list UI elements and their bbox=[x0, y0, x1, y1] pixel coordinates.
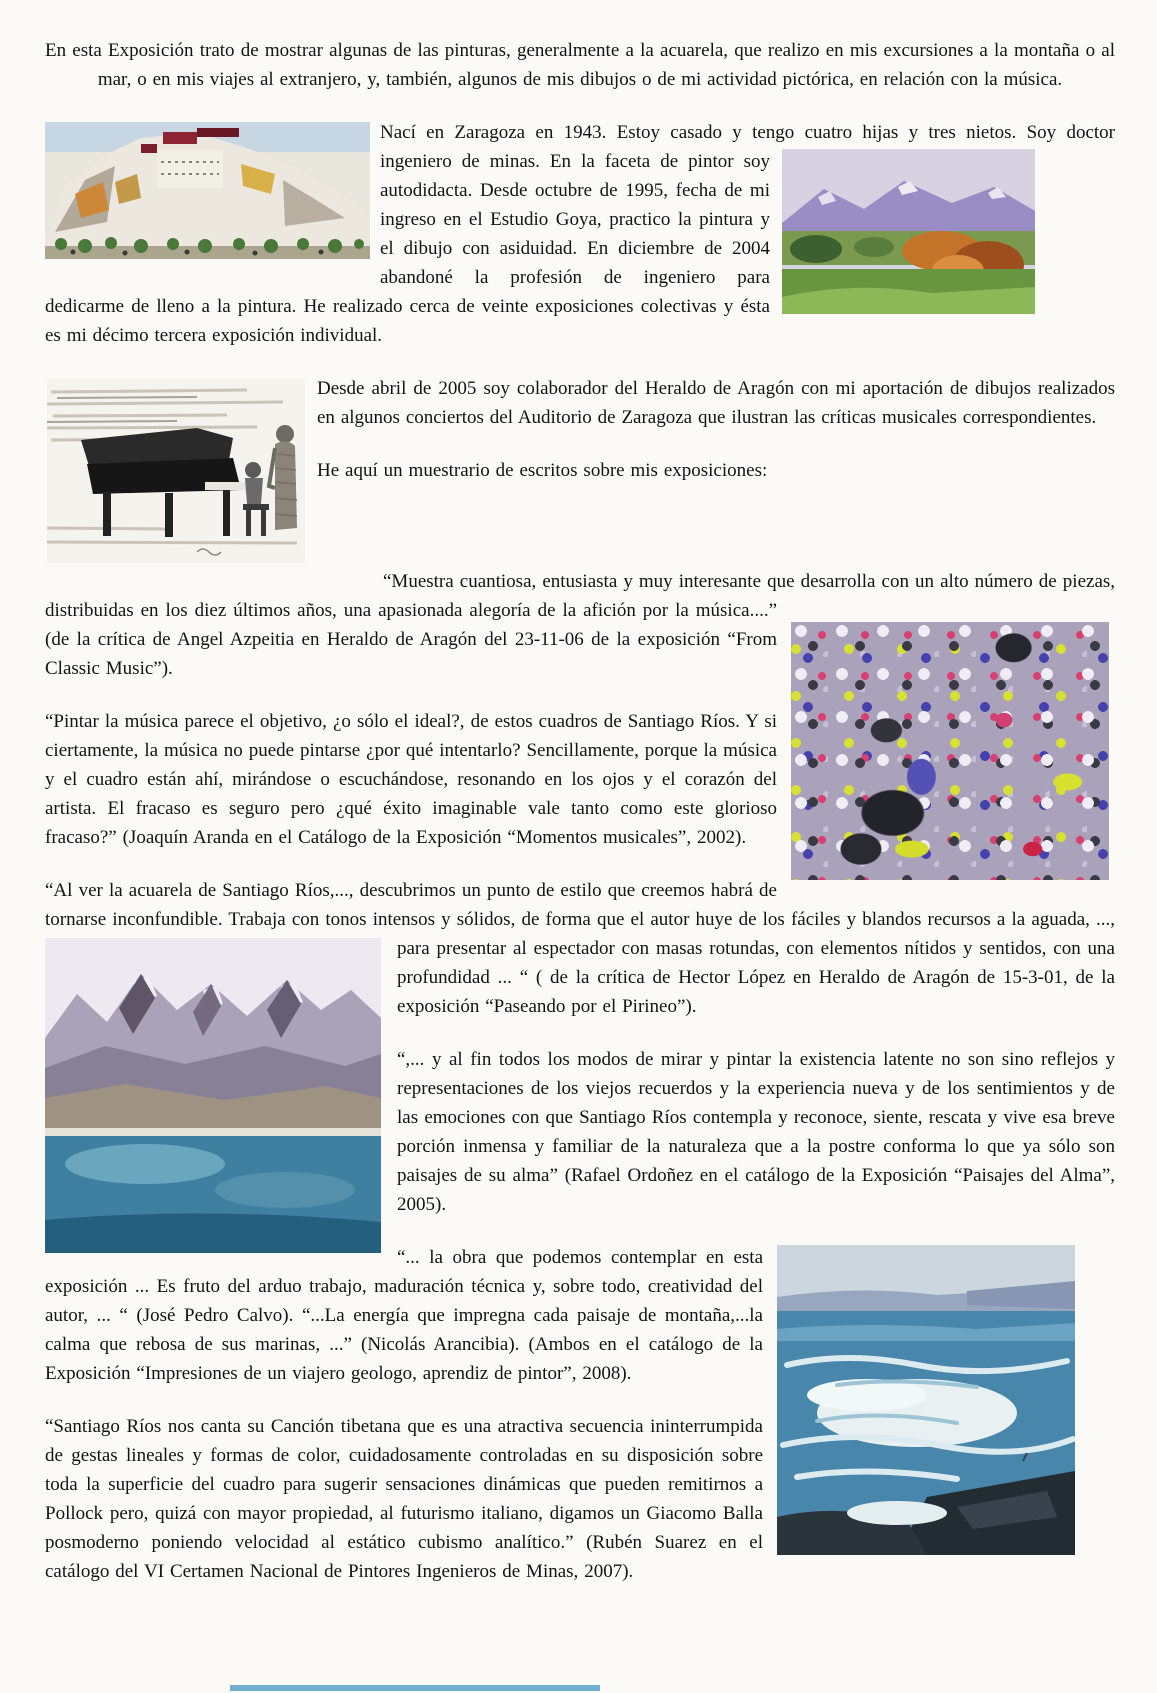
scan-artifact-blue-strip bbox=[230, 1685, 600, 1691]
bio-text-part2: Soy doctor ingeniero de minas. En la faceta de pintor soy autodidacta. Desde octubre de 1995, fecha de mi ingreso en el Estudio Goya, practico la pintura y el dibujo con asiduidad. En diciembre de 2004 abandoné la profesión de ingeniero para dedicarme de lleno a la pintura. He realizado cerca de veinte exposiciones colectivas y ésta es mi décimo tercera exposición individual. bbox=[45, 122, 1116, 346]
muestrario-line: He aquí un muestrario de escritos sobre mis exposiciones: bbox=[317, 460, 768, 481]
quote-azpeitia-part1: “Muestra cuantiosa, entusiasta y muy interesante que desarrolla con un alto número bbox=[383, 571, 1033, 592]
quote-lopez-part1: “Al ver la acuarela de Santiago Ríos,..., descubrimos un punto de estilo que creemos habrá de tornarse inconfundible. Trabaja con tonos intensos y sólidos, de forma que el autor huye de los fáciles y blandos recursos a bbox=[45, 880, 1006, 930]
painting-tibet-watercolor bbox=[45, 122, 370, 259]
quote-azpeitia-part2: de piezas, distribuidas en los diez últimos años, una apasionada alegoría de la afición por la música....” (de la crítica de Angel Azpeitia en Heraldo de Aragón del 23-11-06 de la exposición “From Classic Music”). bbox=[45, 571, 1116, 679]
intro-paragraph: En esta Exposición trato de mostrar algunas de las pinturas, generalmente a la acuarela, que realizo en mis excursiones a la montaña o al mar, o en mis viajes al extranjero, y, también, algunos de mis dibujos o de mi actividad pictórica, en relación con la música. bbox=[45, 40, 1115, 90]
painting-abstract-music bbox=[791, 622, 1109, 880]
quote-lopez-part2: la aguada, ..., para presentar al espectador con masas rotundas, con elementos nítidos y sentidos, con una profundidad ... “ ( de la crítica de Hector López en Heraldo de Aragón de 15-3-01, de la exposición “Paseando por el Pirineo”). bbox=[397, 909, 1116, 1017]
painting-autumn-landscape bbox=[782, 149, 1035, 314]
painting-seascape bbox=[777, 1245, 1075, 1555]
quote-suarez: “Santiago Ríos nos canta su Canción tibetana que es una atractiva secuencia ininterrumpida de gestas lineales y formas de color, cuidadosamente controladas en su disposición sobre toda la superficie del cuadro para sugerir sensaciones dinámicas que pueden remitirnos a Pollock pero, quizá con mayor propiedad, al futurismo italiano, digamos un Giacomo Balla posmoderno poniendo velocidad al estático cubismo analítico.” (Rubén Suarez en el catálogo del VI Certamen Nacional de Pintores Ingenieros de Minas, 2007). bbox=[45, 1416, 763, 1582]
heraldo-text: Desde abril de 2005 soy colaborador del Heraldo de Aragón con mi aportación de dibujos realizados en algunos conciertos del Auditorio de Zaragoza que ilustran las críticas musicales correspondientes. bbox=[317, 378, 1115, 428]
painting-mountain-lake bbox=[45, 938, 381, 1253]
drawing-piano-concert bbox=[47, 378, 305, 563]
quote-aranda: “Pintar la música parece el objetivo, ¿o sólo el ideal?, de estos cuadros de Santiago Ríos. Y si ciertamente, la música no puede pintarse ¿por qué intentarlo? Sencillamente, porque la música y el cuadro están ahí, mirándose o escuchándose, resonando en los ojos y el corazón del artista. El fracaso es seguro pero ¿qué éxito imaginable vale tanto como este glorioso fracaso?” (Joaquín Aranda en el Catálogo de la Exposición “Momentos musicales”, 2002). bbox=[45, 711, 777, 848]
quote-ordonez: “,... y al fin todos los modos de mirar y pintar la existencia latente no son sino reflejos y representaciones de los viejos recuerdos y la experiencia nueva y de los sentimientos y de las emociones con que Santiago Ríos contempla y reconoce, siente, rescata y vive esa breve porción inmensa y familiar de la naturaleza que a la postre conforma lo que ya sólo son paisajes de su alma” (Rafael Ordoñez en el catálogo de la Exposición “Paisajes del Alma”, 2005). bbox=[397, 1049, 1115, 1215]
quote-calvo-arancibia bbox=[45, 1243, 1115, 1388]
quote-lopez bbox=[45, 876, 1115, 1021]
quote-azpeitia bbox=[45, 567, 1115, 683]
heraldo-paragraph bbox=[45, 374, 1115, 432]
bio-text-part1: Nací en Zaragoza en 1943. Estoy casado y tengo cuatro hijas y tres nietos. bbox=[380, 122, 1017, 143]
quote-calvo-arancibia-text: “... la obra que podemos contemplar en esta exposición ... Es fruto del arduo trabajo, maduración técnica y, sobre todo, creatividad del autor, ... “ (José Pedro Calvo). “...La energía que impregna cada paisaje de montaña,...la calma que rebosa de sus marinas, ...” (Nicolás Arancibia). (Ambos en el catálogo de la Exposición “Impresiones de un viajero geologo, aprendiz de pintor”, 2008). bbox=[45, 1247, 763, 1384]
bio-paragraph bbox=[45, 118, 1115, 350]
